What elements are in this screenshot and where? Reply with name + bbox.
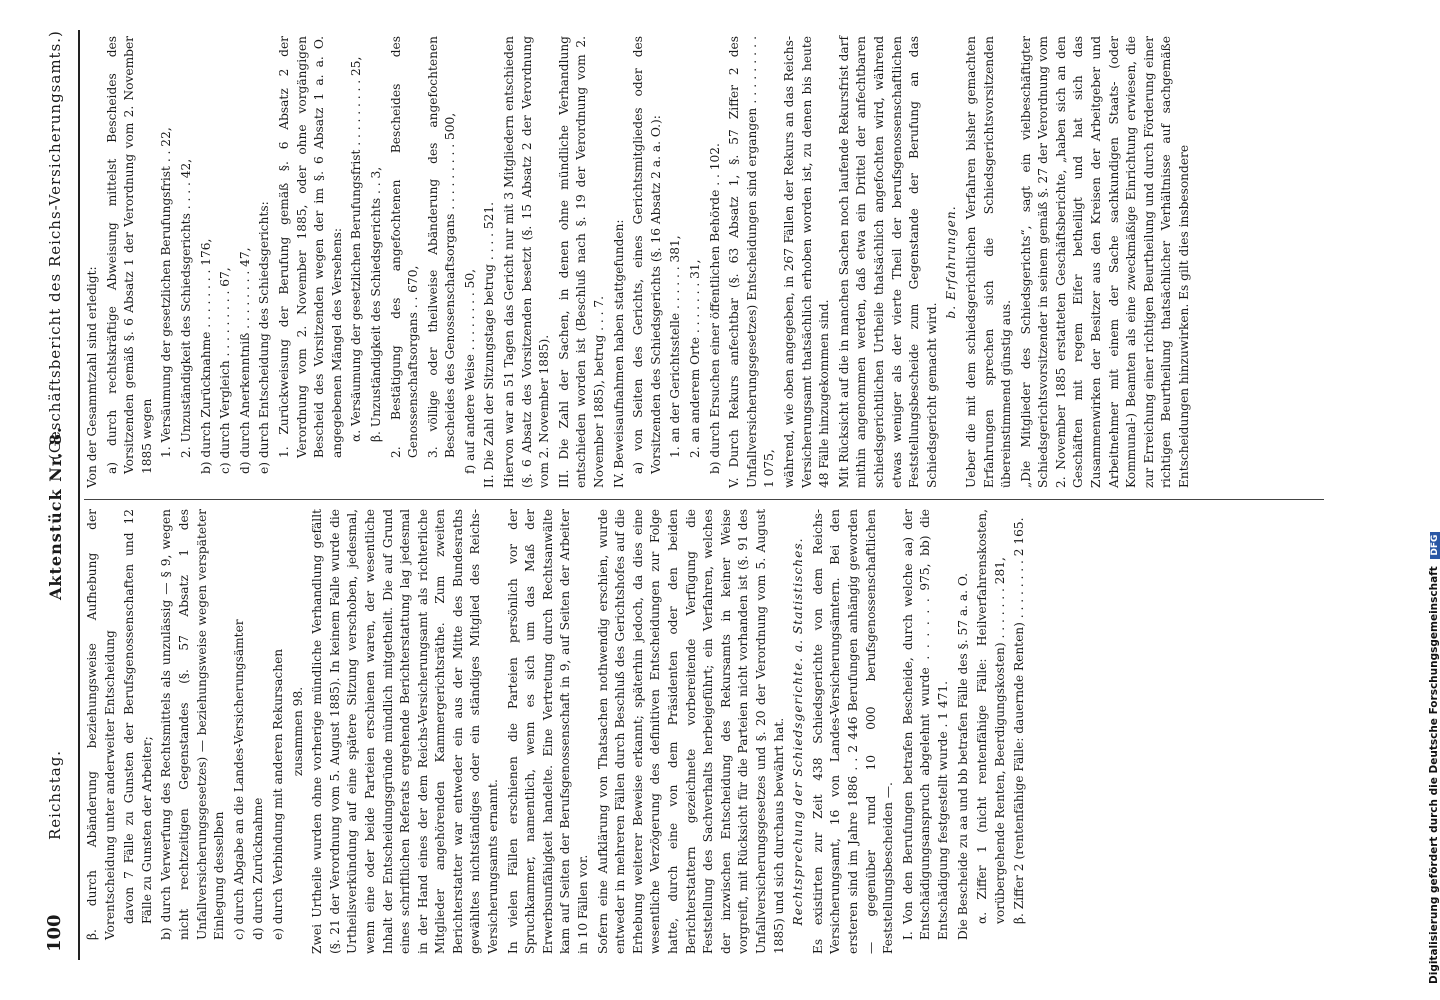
paragraph: während, wie oben angegeben, in 267 Fällen der Rekurs an das Reichs-Versicherungsamt thatsächlich erhoben worden ist, zu denen bis heute 48 Fälle hinzugekommen sind. [781,36,832,488]
page-number: 100 [44,914,65,952]
header-left: Reichstag. [46,749,64,840]
paragraph: 2. an anderem Orte . . . . . . . 31, [688,259,702,458]
paragraph: β. durch Abänderung beziehungsweise Aufhebung der Vorentscheidung unter anderweiter Entscheidung [85,509,117,940]
header-center: Aktenstück Nr. 8. [46,426,65,600]
section-heading: b. Erfahrungen. [944,205,959,319]
paragraph: V. Durch Rekurs anfechtbar (§. 63 Absatz 1, §. 57 Ziffer 2 des Unfallversicherungsgesetzes) Entscheidungen sind ergangen . . . . . . . . . 1 075, [727,36,777,488]
paragraph: 1. Zurückweisung der Berufung gemäß §. 6 Absatz 2 der Verordnung vom 2. November 1885, oder ohne vorgängigen Bescheid des Vorsitzenden wegen der im §. 6 Absatz 1 a. a. O. angegebenen Mängel des Versehens: [276,36,344,458]
header-right: (Geschäftsbericht des Reichs-Versicherungsamts.) [46,30,64,460]
dfg-logo: DFG [1430,532,1440,559]
paragraph: β. Unzuständigkeit des Schiedsgerichts . . 3, [368,166,383,442]
paragraph: β. Ziffer 2 (rentenfähige Fälle: dauernde Renten) . . . . . . . . 2 165. [1012,517,1027,924]
paragraph: 2. Bestätigung des angefochtenen Bescheides des Genossenschaftsorgans . . 670, [388,36,421,458]
paragraph: Die Bescheide zu aa und bb betrafen Fälle des §. 57 a. a. O. [955,572,970,940]
paragraph: a) von Seiten des Gerichts, eines Gerichtsmitgliedes oder des Vorsitzenden des Schiedsgerichts (§. 16 Absatz 2 a. a. O.): [631,36,663,474]
column-divider [84,499,1324,500]
rotated-page-content [40,30,1340,960]
digitization-credit [1414,24,1440,984]
paragraph: e) durch Verbindung mit anderen Rekursachen [270,648,285,940]
paragraph: a) durch rechtskräftige Abweisung mittelst Bescheides des Vorsitzenden gemäß §. 6 Absatz 1 der Verordnung vom 2. November 1885 wegen [104,36,154,474]
paragraph: b) durch Ersuchen einer öffentlichen Behörde . . 102. [707,143,722,474]
paragraph: f) auf andere Weise . . . . . . . . 50, [462,268,477,474]
paragraph: IV. Beweisaufnahmen haben stattgefunden: [611,219,626,488]
paragraph: „Die Mitglieder des Schiedsgerichts“, sagt ein vielbeschäftigter Schiedsgerichtsvorsitzender in seinem gemäß §. 27 der Verordnung vom 2. November 1885 erstatteten Geschäftsberichte, „haben sich an den Geschäften mit regem Eifer betheiligt und hat sich das Zusammenwirken der Besitzer aus den Kreisen der Arbeitgeber und Arbeitnehmer mit einem der Sache sachkundigen Staats- (oder Kommunal-) Beamten als eine zweckmäßige Einrichtung erwiesen, die zur Erreichung einer richtigen Beurtheilung und durch Förderung einer richtigen Beurtheilung thatsächlicher Verhältnisse auf sachgemäße Entscheidungen hinzuwirken. Es gilt dies insbesondere [1018,36,1192,488]
paragraph: 3. völlige oder theilweise Abänderung des angefochtenen Bescheides des Genossenschaftsorgans . . . . . . . . . 500, [425,36,458,458]
paragraph: Ueber die mit dem schiedsgerichtlichen Verfahren bisher gemachten Erfahrungen sprechen sich die Schiedsgerichtsvorsitzenden übereinstimmend günstig aus. [963,36,1014,488]
digitization-credit-text [1428,532,1440,984]
right-column [84,36,1196,488]
paragraph: 1. an der Gerichtsstelle . . . . . . 381, [668,235,683,458]
paragraph: Von der Gesammtzahl sind erledigt: [85,266,99,488]
paragraph: 1. Versäumung der gesetzlichen Berufungsfrist . . 22, [159,127,174,458]
paragraph: α. Ziffer 1 (nicht rentenfähige Fälle: Heilverfahrenskosten, vorübergehende Renten, Beerdigungskosten) . . . . . . . 281, [975,509,1007,924]
sum-line: zusammen 98. [290,686,305,777]
credit-label: Digitalisierung gefördert durch die Deutsche Forschungsgemeinschaft [1428,566,1440,984]
paragraph: c) durch Vergleich . . . . . . . . . 67, [218,267,233,474]
paragraph: III. Die Zahl der Sachen, in denen ohne mündliche Verhandlung entschieden worden ist (Beschluß nach §. 19 der Verordnung vom 2. November 1885), betrug . . . 7. [556,36,607,488]
paragraph: b) durch Zurücknahme . . . . . . . . 176, [198,238,213,474]
paragraph: d) durch Anerkenntniß . . . . . . . . 47, [237,247,252,474]
paragraph: Zwei Urtheile wurden ohne vorherige mündliche Verhandlung gefällt (§. 21 der Verordnung vom 5. August 1885). In keinem Falle wurde die Urtheilsverkündung auf eine spätere Sitzung verschoben, jedesmal, wenn eine oder beide Parteien erschienen waren, der wesentliche Inhalt der Entscheidungsgründe mündlich mitgetheilt. Die auf Grund eines schriftlichen Referats ergehende Berichterstattung lag jedesmal in der Hand eines der dem Reichs-Versicherungsamt als richterliche Mitglieder angehörenden Kammergerichtsräthe. Zum zweiten Berichterstatter war entweder ein aus der Mitte des Bundesraths gewähltes nichtständiges oder ein ständiges Mitglied des Reichs-Versicherungsamts ernannt. [310,509,501,954]
paragraph: 2. Unzuständigkeit des Schiedsgerichts . . . . 42, [178,158,193,458]
paragraph: Mit Rücksicht auf die in manchen Sachen noch laufende Rekursfrist darf mithin angenommen werden, daß etwa ein Drittel der anfechtbaren schiedsgerichtlichen Urtheile thatsächlich angefochten wird, während etwas weniger als der vierte Theil der berufsgenossenschaftlichen Feststellungsbescheide zum Gegenstande der Berufung an das Schiedsgericht gemacht wird. [836,36,939,488]
running-header [40,30,80,960]
paragraph: davon 7 Fälle zu Gunsten der Berufsgenossenschaften und 12 Fälle zu Gunsten der Arbeiter; [122,509,154,924]
section-heading: Rechtsprechung der Schiedsgerichte. a. Statistisches. [791,537,806,926]
paragraph: I. Von den Berufungen betrafen Bescheide, durch welche aa) der Entschädigungsanspruch abgelehnt wurde . . . . . . 975, bb) die Entschädigung festgestellt wurde . 1 471. [900,509,950,940]
header-rule [78,30,80,960]
paragraph: Es existirten zur Zeit 438 Schiedsgerichte von dem Reichs-Versicherungsamt, 16 von Landes-Versicherungsämtern. Bei den ersteren sind im Jahre 1886 . . 2 446 Berufungen anhängig geworden — gegenüber rund 10 000 berufsgenossenschaftlichen Feststellungsbescheiden —. [810,509,896,954]
paragraph: d) durch Zurücknahme [251,797,266,940]
paragraph: b) durch Verwerfung des Rechtsmittels als unzulässig — § 9, wegen nicht rechtzeitigen Gegenstandes (§. 57 Absatz 1 des Unfallversicherungsgesetzes) — beziehungsweise wegen verspäteter Einlegung desselben [159,509,227,940]
paragraph: II. Die Zahl der Sitzungstage betrug . . . . 521. [482,202,497,488]
left-column [84,509,1031,954]
paragraph: e) durch Entscheidung des Schiedsgerichts: [257,201,272,474]
paragraph: Sofern eine Aufklärung von Thatsachen nothwendig erschien, wurde entweder in mehreren Fällen durch Beschluß des Gerichtshofes auf die Erhebung weiterer Beweise erkannt; späterhin jedoch, da dies eine wesentliche Verzögerung des definitiven Entscheidungen zur Folge hatte, durch eine von dem Präsidenten oder den beiden Berichterstattern gezeichnete vorbereitende Verfügung die Feststellung des Sachverhalts herbeigeführt; ein Verfahren, welches der inzwischen Entscheidung des Rekursamts in keiner Weise vorgreift, mit Rücksicht für die Parteien nicht vorhanden ist (§. 91 des Unfallversicherungsgesetzes und §. 20 der Verordnung vom 5. August 1885) und sich durchaus bewährt hat. [595,509,786,954]
paragraph: c) durch Abgabe an die Landes-Versicherungsämter [231,619,246,940]
paragraph: In vielen Fällen erschienen die Parteien persönlich vor der Spruchkammer, namentlich, wenn es sich um das Maß der Erwerbsunfähigkeit handelte. Eine Vertretung durch Rechtsanwälte kam auf Seiten der Berufsgenossenschaft in 9, auf Seiten der Arbeiter in 10 Fällen vor. [505,509,591,954]
paragraph: Hiervon war an 51 Tagen das Gericht nur mit 3 Mitgliedern entschieden (§. 6 Absatz des Vorsitzenden besetzt (§. 15 Absatz 2 der Verordnung vom 2. November 1885). [502,36,552,488]
paragraph: α. Versäumung der gesetzlichen Berufungsfrist . . . . . . . . . 25, [349,56,364,442]
